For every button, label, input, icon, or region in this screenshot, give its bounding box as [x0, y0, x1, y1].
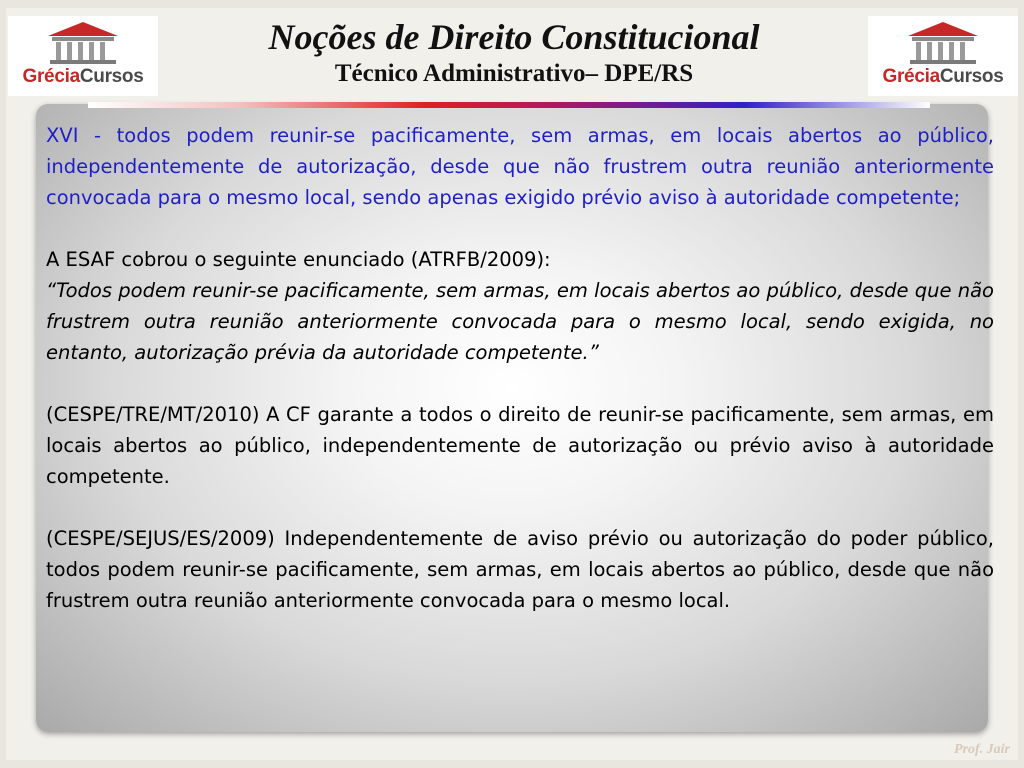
- paragraph-spacer: [46, 492, 994, 523]
- logo-text-part1: Grécia: [882, 66, 940, 87]
- slide-text-body: [46, 120, 994, 616]
- exam-intro: A ESAF cobrou o seguinte enunciado (ATRFB/2009):: [46, 248, 551, 271]
- temple-icon: [46, 20, 120, 66]
- paragraph-spacer: [46, 213, 994, 244]
- logo-text-part2: Cursos: [79, 66, 144, 87]
- title-underline-bar: [88, 102, 930, 108]
- logo-text-part2: Cursos: [939, 66, 1004, 87]
- page-title: Noções de Direito Constitucional: [268, 17, 760, 57]
- logo-text-right: [868, 66, 1018, 88]
- logo-left: [8, 16, 158, 96]
- exam-question-cespe-tre: (CESPE/TRE/MT/2010) A CF garante a todos o direito de reunir-se pacificamente, sem armas, em locais abertos ao público, independentemente de autorização ou prévio aviso à autoridade competente.: [46, 403, 994, 488]
- footer-author: Prof. Jair: [954, 742, 1010, 757]
- logo-right: [868, 16, 1018, 96]
- exam-question-cespe-sejus: (CESPE/SEJUS/ES/2009) Independentemente de aviso prévio ou autorização do poder público, todos podem reunir-se pacificamente, sem armas, em locais abertos ao público, desde que não frustrem outra reunião anteriormente convocada para o mesmo local.: [46, 527, 994, 612]
- paragraph-spacer: [46, 368, 994, 399]
- logo-text-left: [8, 66, 158, 88]
- page-subtitle: Técnico Administrativo– DPE/RS: [334, 60, 694, 87]
- temple-icon: [906, 20, 980, 66]
- constitution-article-text: XVI - todos podem reunir-se pacificamente, sem armas, em locais abertos ao público, independentemente de autorização, desde que não frustrem outra reunião anteriormente convocada para o mesmo local, sendo apenas exigido prévio aviso à autoridade competente;: [46, 124, 994, 209]
- exam-quote: “Todos podem reunir-se pacificamente, sem armas, em locais abertos ao público, desde que não frustrem outra reunião anteriormente convocada para o mesmo local, sendo exigida, no entanto, autorização prévia da autoridade competente.”: [46, 279, 994, 364]
- logo-text-part1: Grécia: [22, 66, 80, 87]
